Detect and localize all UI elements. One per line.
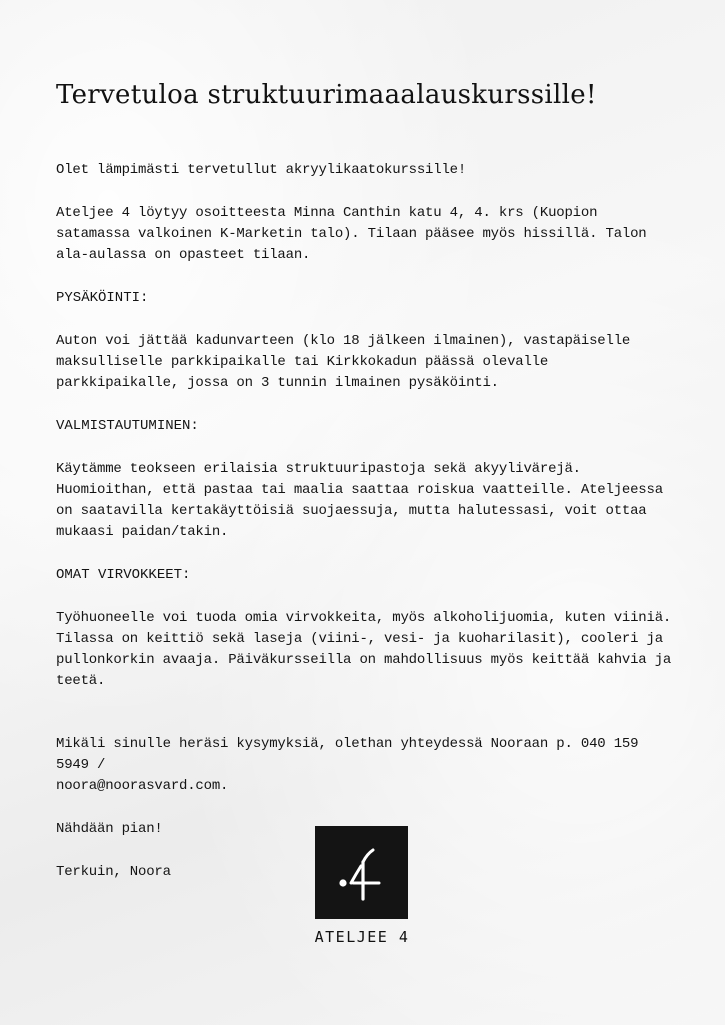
parking-line-2: maksulliselle parkkipaikalle tai Kirkkokadun päässä olevalle — [56, 354, 549, 370]
parking-line-3: parkkipaikalle, jossa on 3 tunnin ilmainen pysäköinti. — [56, 375, 499, 391]
prep-line-1: Käytämme teokseen erilaisia struktuuripastoja sekä akyylivärejä. — [56, 461, 581, 477]
parking-heading: PYSÄKÖINTI: — [56, 290, 149, 306]
drinks-line-2: Tilassa on keittiö sekä laseja (viini-, vesi- ja kuoharilasit), cooleri ja — [56, 631, 663, 647]
location-line-1: Ateljee 4 löytyy osoitteesta Minna Canthin katu 4, 4. krs (Kuopion — [56, 205, 598, 221]
prep-line-3: on saatavilla kertakäyttöisiä suojaessuja, mutta halutessasi, voit ottaa — [56, 503, 647, 519]
ateljee-logo-icon — [315, 826, 408, 919]
drinks-line-4: teetä. — [56, 673, 106, 689]
contact-line-2: noora@noorasvard.com. — [56, 778, 229, 794]
location-line-2: satamassa valkoinen K-Marketin talo). Tilaan pääsee myös hissillä. Talon — [56, 226, 647, 242]
document-body — [56, 160, 676, 883]
prep-line-4: mukaasi paidan/takin. — [56, 524, 229, 540]
drinks-line-3: pullonkorkin avaaja. Päiväkursseilla on mahdollisuus myös keittää kahvia ja — [56, 652, 672, 668]
prep-heading: VALMISTAUTUMINEN: — [56, 418, 199, 434]
see-you-text: Nähdään pian! — [56, 821, 163, 837]
logo-name: ATELJEE 4 — [314, 928, 410, 946]
drinks-heading: OMAT VIRVOKKEET: — [56, 567, 191, 583]
drinks-line-1: Työhuoneelle voi tuoda omia virvokkeita, myös alkoholijuomia, kuten viiniä. — [56, 610, 672, 626]
parking-line-1: Auton voi jättää kadunvarteen (klo 18 jälkeen ilmainen), vastapäiselle — [56, 333, 631, 349]
location-line-3: ala-aulassa on opasteet tilaan. — [56, 247, 311, 263]
document-title: Tervetuloa struktuurimaaalauskurssille! — [56, 80, 597, 110]
intro-text: Olet lämpimästi tervetullut akryylikaatokurssille! — [56, 162, 467, 178]
prep-line-2: Huomioithan, että pastaa tai maalia saattaa roiskua vaatteille. Ateljeessa — [56, 482, 663, 498]
signature-text: Terkuin, Noora — [56, 864, 171, 880]
contact-line-1: Mikäli sinulle heräsi kysymyksiä, olethan yhteydessä Nooraan p. 040 159 5949 / — [56, 736, 639, 773]
